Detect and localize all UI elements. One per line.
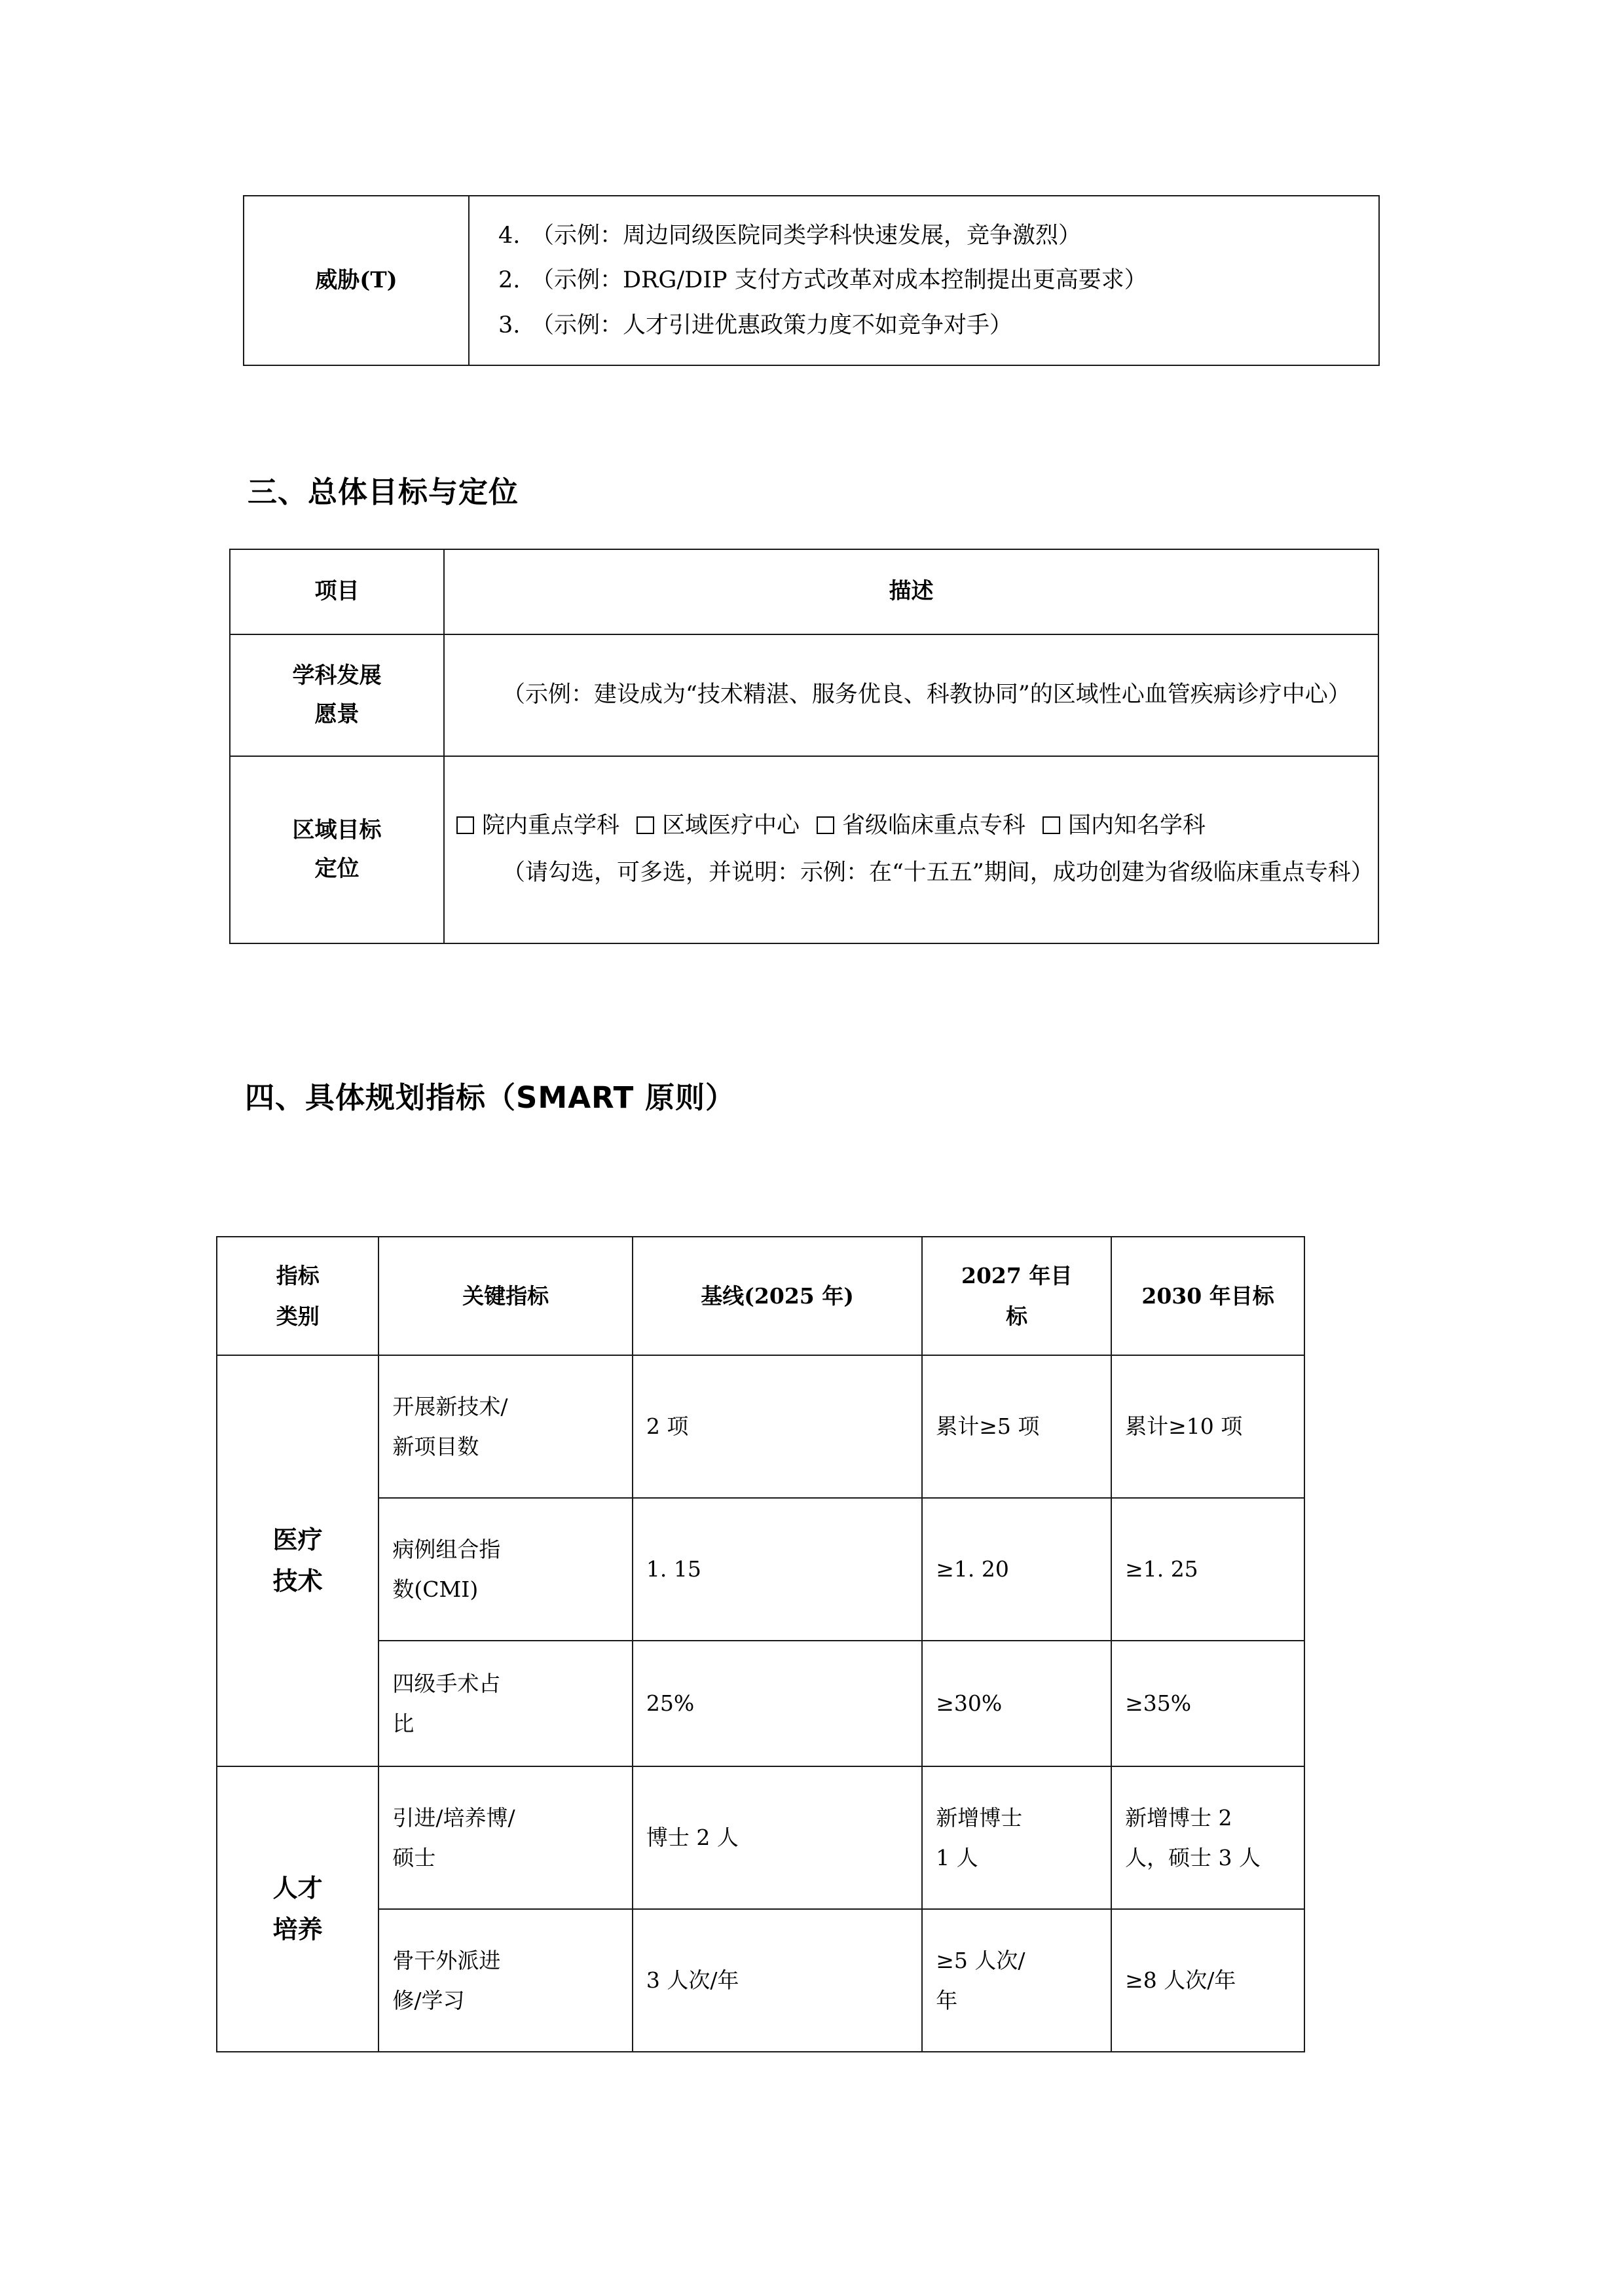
- category-medical-line2: 技术: [272, 1566, 323, 1595]
- table-row: [230, 634, 1378, 756]
- goals-row-position-description: [444, 756, 1378, 943]
- smart-target-2030: ≥35%: [1111, 1641, 1304, 1766]
- smart-header-target-2030: 2030 年目标: [1111, 1237, 1304, 1355]
- smart-key-indicator: [378, 1909, 633, 2052]
- key-line2: 比: [392, 1711, 415, 1736]
- target-2030-line1: 新增博士 2: [1125, 1804, 1232, 1831]
- list-item: [483, 258, 1365, 302]
- checkbox-icon[interactable]: [817, 816, 834, 834]
- checkbox-label-3: 省级临床重点专科: [842, 812, 1026, 839]
- key-line1: 四级手术占: [392, 1670, 501, 1696]
- section-heading-three: 三、总体目标与定位: [248, 475, 519, 509]
- threat-number-3: 3.: [498, 312, 521, 338]
- threat-number-2: 2.: [498, 267, 521, 294]
- smart-key-indicator: [378, 1498, 633, 1641]
- smart-target-2030: 累计≥10 项: [1111, 1355, 1304, 1498]
- checkbox-icon[interactable]: [637, 816, 654, 834]
- key-line2: 新项目数: [392, 1434, 479, 1459]
- target-2027-line2: 年: [936, 1988, 958, 2013]
- target-2027-line1: ≥5 人次/: [936, 1947, 1025, 1973]
- list-item: [483, 303, 1365, 348]
- key-line1: 病例组合指: [392, 1536, 501, 1562]
- checkbox-label-2: 区域医疗中心: [662, 812, 800, 839]
- smart-key-indicator: [378, 1641, 633, 1766]
- smart-header-category-line2: 类别: [276, 1303, 320, 1329]
- checkbox-option-2[interactable]: [637, 803, 800, 850]
- checkbox-label-4: 国内知名学科: [1068, 812, 1206, 839]
- threat-number-1: 4.: [498, 223, 521, 249]
- category-medical-line1: 医疗: [272, 1525, 323, 1555]
- smart-header-baseline: 基线(2025 年): [633, 1237, 922, 1355]
- category-talent-line1: 人才: [272, 1873, 323, 1903]
- smart-header-target-2027: [922, 1237, 1111, 1355]
- smart-target-2027: 累计≥5 项: [922, 1355, 1111, 1498]
- smart-header-2027-line1: 2027 年目: [961, 1263, 1073, 1289]
- smart-target-2030: [1111, 1766, 1304, 1909]
- position-label-line1: 区域目标: [292, 816, 382, 843]
- key-line1: 引进/培养博/: [392, 1804, 515, 1831]
- smart-header-key-indicator: 关键指标: [378, 1237, 633, 1355]
- smart-key-indicator: [378, 1766, 633, 1909]
- table-row: [217, 1641, 1304, 1766]
- threats-label: 威胁(T): [315, 266, 397, 293]
- smart-baseline: 1. 15: [633, 1498, 922, 1641]
- table-row: [217, 1909, 1304, 2052]
- threats-table: [243, 195, 1380, 366]
- position-label-line2: 定位: [314, 856, 360, 882]
- table-header-row: [217, 1237, 1304, 1355]
- checkbox-option-4[interactable]: [1043, 803, 1206, 850]
- smart-target-2027: [922, 1766, 1111, 1909]
- category-talent-line2: 培养: [272, 1914, 323, 1944]
- goals-row-label-position: [230, 756, 444, 943]
- goals-row-label-vision: [230, 634, 444, 756]
- goals-header-item: 项目: [230, 549, 444, 634]
- table-row: [217, 1355, 1304, 1498]
- key-line2: 硕士: [392, 1845, 436, 1870]
- table-row: [244, 196, 1379, 365]
- threats-content-cell: [469, 196, 1379, 365]
- threats-label-cell: [244, 196, 469, 365]
- table-row: [217, 1498, 1304, 1641]
- smart-baseline: 2 项: [633, 1355, 922, 1498]
- smart-header-category: [217, 1237, 378, 1355]
- smart-target-2030: ≥1. 25: [1111, 1498, 1304, 1641]
- smart-target-2030: ≥8 人次/年: [1111, 1909, 1304, 2052]
- checkbox-label-1: 院内重点学科: [482, 812, 620, 839]
- list-item: [483, 213, 1365, 258]
- vision-label-line1: 学科发展: [292, 662, 382, 689]
- vision-label-line2: 愿景: [314, 701, 360, 727]
- checkbox-option-3[interactable]: [817, 803, 1025, 850]
- smart-target-2027: [922, 1909, 1111, 2052]
- smart-header-2027-line2: 标: [1006, 1303, 1028, 1329]
- smart-baseline: 3 人次/年: [633, 1909, 922, 2052]
- checkbox-icon[interactable]: [1043, 816, 1060, 834]
- table-header-row: [230, 549, 1378, 634]
- target-2030-line2: 人，硕士 3 人: [1125, 1845, 1261, 1870]
- position-note-text: （请勾选，可多选，并说明：示例：在“十五五”期间，成功创建为省级临床重点专科）: [502, 860, 1374, 886]
- smart-category-talent: [217, 1766, 378, 2052]
- smart-baseline: 博士 2 人: [633, 1766, 922, 1909]
- target-2027-line1: 新增博士: [936, 1804, 1023, 1831]
- smart-target-2027: ≥1. 20: [922, 1498, 1111, 1641]
- smart-baseline: 25%: [633, 1641, 922, 1766]
- target-2027-line2: 1 人: [936, 1845, 978, 1870]
- key-line1: 骨干外派进: [392, 1947, 501, 1973]
- smart-indicators-table: [216, 1236, 1305, 2052]
- smart-category-medical-tech: [217, 1355, 378, 1766]
- section-heading-four: 四、具体规划指标（SMART 原则）: [245, 1080, 736, 1115]
- threat-text-3: （示例：人才引进优惠政策力度不如竞争对手）: [531, 312, 1013, 338]
- smart-target-2027: ≥30%: [922, 1641, 1111, 1766]
- key-line1: 开展新技术/: [392, 1393, 508, 1419]
- table-row: [230, 756, 1378, 943]
- checkbox-icon[interactable]: [456, 816, 474, 834]
- threats-list: [483, 213, 1365, 348]
- threat-text-2: （示例：DRG/DIP 支付方式改革对成本控制提出更高要求）: [531, 267, 1147, 294]
- threat-text-1: （示例：周边同级医院同类学科快速发展，竞争激烈）: [531, 223, 1082, 249]
- goals-header-description: 描述: [444, 549, 1378, 634]
- key-line2: 修/学习: [392, 1988, 465, 2013]
- vision-description-text: （示例：建设成为“技术精湛、服务优良、科教协同”的区域性心血管疾病诊疗中心）: [502, 682, 1351, 708]
- overall-goals-table: [229, 549, 1379, 944]
- position-checkbox-row: [456, 803, 1366, 850]
- smart-key-indicator: [378, 1355, 633, 1498]
- goals-row-vision-description: [444, 634, 1378, 756]
- smart-header-category-line1: 指标: [276, 1263, 320, 1289]
- table-row: [217, 1766, 1304, 1909]
- checkbox-option-1[interactable]: [456, 803, 619, 850]
- key-line2: 数(CMI): [392, 1576, 479, 1602]
